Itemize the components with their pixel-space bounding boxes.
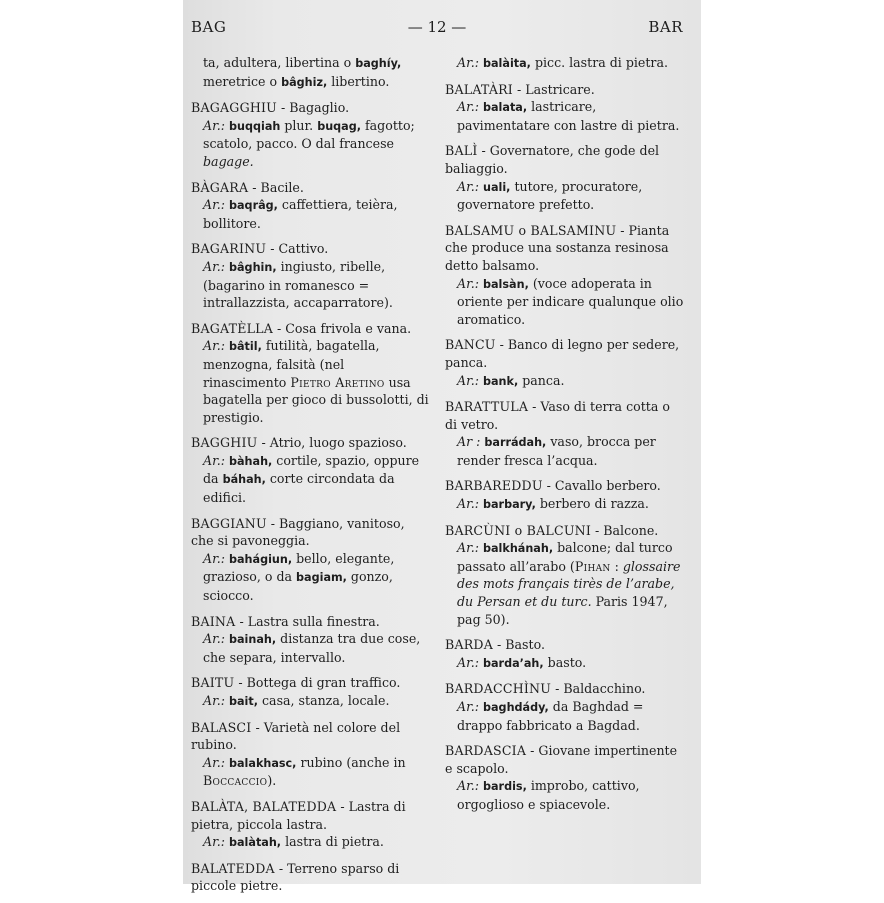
entry-bali [445,142,685,213]
text: distanza tra due cose, che separa, intervallo. [203,631,421,665]
definition: - Lastricare. [512,81,595,97]
definition: - Governatore, che gode del baliaggio. [445,143,660,176]
entry-baggianu [191,515,431,605]
arabic-label: Ar.: [203,197,225,213]
definition: - Baldacchino. [551,681,646,697]
arabic-term: bahágiun, [229,552,293,566]
arabic-term: barrádah, [484,436,547,450]
arabic-term: baghdády, [483,701,549,714]
definition: - Balcone. [591,522,659,538]
definition: - Cattivo. [266,241,329,257]
entry-bardacchinu [445,680,685,734]
entry-bancu [445,336,685,390]
arabic-label: Ar.: [203,258,225,274]
entry-baina [191,613,431,667]
headword: BALATEDDA [191,860,275,876]
page-header [191,18,683,42]
arabic-label: Ar.: [203,338,225,354]
headword: BAGATÈLLA [191,320,274,336]
text: : [610,558,623,574]
definition: - Banco di legno per sedere, panca. [445,337,680,370]
entry-balasci [191,719,431,790]
definition: - Bagaglio. [277,100,350,116]
book-title: glossaire des mots français tirès de l’arabe, du Persan et du turc. [457,558,681,610]
definition: - Lastra sulla finestra. [235,613,380,629]
entry-bagghiu [191,434,431,506]
arabic-term: buqag, [317,119,361,133]
definition: - Giovane impertinente e scapolo. [445,743,678,776]
text: panca. [518,372,565,388]
page-number: — 12 — [407,18,467,36]
french-term: bagage. [203,153,254,169]
arabic-term: bâghiz, [281,75,328,89]
headword: BARBAREDDU [445,478,543,494]
entry-bagagghiu [191,99,431,170]
headword: BAGGHIU [191,435,258,451]
headword: BARATTULA [445,399,529,415]
entry-barda [445,636,685,672]
arabic-label: Ar.: [203,754,225,770]
text: rubino (anche in [296,754,406,770]
entry-balsamu [445,222,685,329]
header-left-guide-word: BAG [191,18,227,36]
arabic-label: Ar.: [203,834,225,850]
arabic-term: bank, [483,374,519,388]
header-right-guide-word: BAR [648,18,683,36]
arabic-term: baghíy, [355,57,402,70]
entry-bardascia [445,742,685,813]
text: improbo, cattivo, orgoglioso e spiacevole. [457,778,640,812]
text: tutore, procuratore, governatore prefetto. [457,178,643,213]
entry-bagarinu [191,240,431,311]
definition: - Atrio, luogo spazioso. [257,435,407,451]
arabic-term: bâghin, [229,260,277,274]
arabic-label: Ar.: [203,452,225,468]
arabic-label: Ar.: [457,372,479,388]
definition: - Basto. [493,637,545,653]
left-column [191,54,431,903]
headword: BAGAGGHIU [191,100,277,116]
arabic-term: balàtah, [229,836,282,850]
arabic-term: bâtil, [229,340,262,354]
entry-balatedda [191,860,431,895]
dictionary-page [183,0,701,894]
text: lastricare, pavimentatare con lastre di pietra. [457,99,680,133]
headword: BALÌ [445,143,478,159]
text: cortile, spazio, oppure da [203,452,420,487]
author-name: Pihan [574,558,611,574]
entry-continuation [191,54,431,91]
entry-barattula [445,398,685,469]
headword: BALÀTA, BALATEDDA [191,798,337,814]
arabic-term: barbary, [483,498,536,512]
arabic-label: Ar.: [203,117,225,133]
text: basto. [543,654,587,670]
headword: BAITU [191,675,235,691]
text: ingiusto, ribelle, (bagarino in romanesco = intrallazzista, accaparratore). [203,258,393,311]
headword: BÀGARA [191,179,249,195]
definition: - Varietà nel colore del rubino. [191,719,401,753]
entry-bagara [191,179,431,233]
entry-bagatella [191,320,431,427]
arabic-term: barda’ah, [483,656,544,670]
arabic-term: bàhah, [229,454,273,468]
arabic-term: balakhasc, [229,756,297,770]
arabic-label: Ar.: [457,55,479,70]
text: casa, stanza, locale. [258,693,390,708]
text: bello, elegante, grazioso, o da [203,550,395,585]
arabic-label: Ar.: [457,540,479,556]
text: vaso, brocca per render fresca l’acqua. [457,434,656,468]
text: picc. lastra di pietra. [530,55,668,70]
arabic-term: bainah, [229,633,277,647]
text: berbero di razza. [535,496,649,512]
headword: BALSAMU o BALSAMINU [445,222,617,238]
definition: - Bacile. [248,179,304,195]
text: balcone; dal turco passato all’arabo ( [457,540,673,574]
headword: BAINA [191,613,236,629]
headword: BAGGIANU [191,515,267,531]
arabic-label: Ar.: [457,275,479,291]
arabic-label: Ar.: [457,699,479,714]
arabic-label: Ar.: [457,654,479,670]
arabic-label: Ar.: [203,631,225,647]
definition: - Cosa frivola e vana. [273,320,412,336]
entry-barbareddu [445,477,685,513]
text: futilità, bagatella, menzogna, falsità (nel rinascimento [203,338,380,390]
text: da Baghdad = drappo fabbricato a Bagdad. [457,699,644,733]
headword: BARDASCIA [445,743,527,759]
arabic-term: bardis, [483,780,527,794]
text: caffettiera, teièra, bollitore. [203,197,398,231]
headword: BALASCI [191,719,252,735]
arabic-term: balsàn, [483,277,529,291]
author-name: Pietro Aretino [290,374,385,390]
headword: BALATÀRI [445,81,513,97]
arabic-label: Ar : [457,434,481,450]
arabic-term: buqqiah [229,119,281,133]
entry-baitu [191,674,431,710]
entry-continuation [445,54,685,73]
definition: - Lastra di pietra, piccola lastra. [191,798,406,832]
definition: - Terreno sparso di piccole pietre. [191,860,400,894]
arabic-label: Ar.: [203,550,225,566]
definition: - Bottega di gran traffico. [234,675,401,691]
arabic-label: Ar.: [457,778,479,794]
text: usa bagatella per gioco di bussolotti, di prestigio. [203,374,429,425]
headword: BANCU [445,337,496,353]
definition: - Vaso di terra cotta o di vetro. [445,399,670,432]
entry-barcuni [445,522,685,629]
arabic-label: Ar.: [457,178,479,194]
arabic-term: uali, [483,180,511,194]
arabic-term: balata, [483,101,528,115]
arabic-term: bagiam, [296,571,347,585]
text: gonzo, sciocco. [203,569,393,604]
arabic-term: balkhánah, [483,542,554,556]
arabic-label: Ar.: [203,693,225,708]
right-column [445,54,685,822]
author-name: Boccaccio [203,773,268,789]
arabic-term: baqrâg, [229,199,278,213]
text: meretrice o [203,73,282,89]
text: Paris 1947, pag 50). [457,594,668,627]
arabic-term: bait, [229,695,258,708]
arabic-label: Ar.: [457,99,479,115]
text: libertino. [327,73,390,89]
text: lastra di pietra. [281,834,384,850]
entry-balatari [445,81,685,135]
text: plur. [280,117,318,133]
headword: BARDACCHÌNU [445,681,552,697]
arabic-term: balàita, [483,57,531,70]
text: corte circondata da edifici. [203,471,395,506]
text: ta, adultera, libertina o [203,55,356,70]
arabic-label: Ar.: [457,496,479,512]
text: ). [267,773,277,789]
headword: BARCÙNI o BALCUNI [445,522,592,538]
headword: BARDA [445,637,494,653]
definition: - Baggiano, vanitoso, che si pavoneggia. [191,515,405,549]
arabic-term: báhah, [222,473,266,487]
headword: BAGARINU [191,241,267,257]
definition: - Cavallo berbero. [542,478,661,494]
entry-balata [191,798,431,852]
definition: - Pianta che produce una sostanza resinosa detto balsamo. [445,222,670,273]
text: fagotto; scatolo, pacco. O dal francese [203,117,415,152]
text: (voce adoperata in oriente per indicare qualunque olio aromatico. [457,275,684,327]
